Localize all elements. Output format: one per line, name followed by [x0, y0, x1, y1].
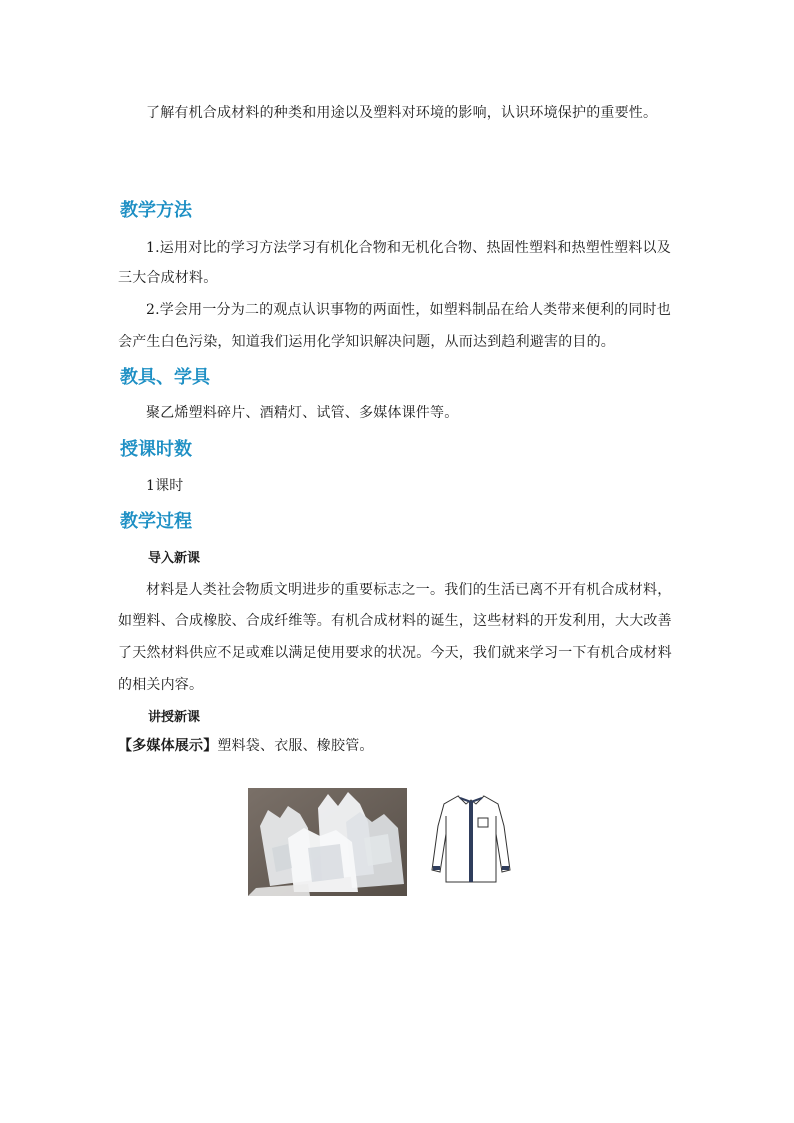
- intro-line1: 材料是人类社会物质文明进步的重要标志之一。我们的生活已离不开有机合成材料，: [146, 582, 672, 598]
- methods-item1-line1: 1.运用对比的学习方法学习有机化合物和无机化合物、热固性塑料和热塑性塑料以及: [146, 240, 671, 256]
- intro-subheading: 导入新课: [148, 551, 201, 566]
- methods-item1-line2: 三大合成材料。: [118, 270, 218, 286]
- hours-text: 1课时: [146, 478, 184, 494]
- tools-text: 聚乙烯塑料碎片、酒精灯、试管、多媒体课件等。: [146, 405, 459, 421]
- tools-heading: 教具、学具: [120, 367, 210, 388]
- methods-heading: 教学方法: [120, 200, 192, 221]
- intro-line3: 了天然材料供应不足或难以满足使用要求的状况。今天，我们就来学习一下有机合成材料: [118, 645, 672, 661]
- methods-item2-line1: 2.学会用一分为二的观点认识事物的两面性，如塑料制品在给人类带来便利的同时也: [146, 302, 671, 318]
- shirt-placket: [469, 802, 473, 882]
- intro-line4: 的相关内容。: [118, 677, 204, 693]
- process-heading: 教学过程: [120, 511, 192, 532]
- media-line: [118, 730, 678, 763]
- methods-item2-line2: 会产生白色污染，知道我们运用化学知识解决问题，从而达到趋利避害的目的。: [118, 334, 615, 350]
- shirt-illustration: [430, 792, 512, 884]
- media-tag: 【多媒体展示】: [118, 738, 218, 754]
- hours-heading: 授课时数: [120, 439, 192, 460]
- plastic-bags-photo: [248, 788, 407, 896]
- lecture-subheading: 讲授新课: [148, 710, 201, 725]
- objective-text: 了解有机合成材料的种类和用途以及塑料对环境的影响，认识环境保护的重要性。: [146, 105, 658, 121]
- media-text: 塑料袋、衣服、橡胶管。: [217, 738, 374, 754]
- plastic-bags-illustration: [248, 788, 407, 896]
- intro-line2: 如塑料、合成橡胶、合成纤维等。有机合成材料的诞生，这些材料的开发利用，大大改善: [118, 613, 672, 629]
